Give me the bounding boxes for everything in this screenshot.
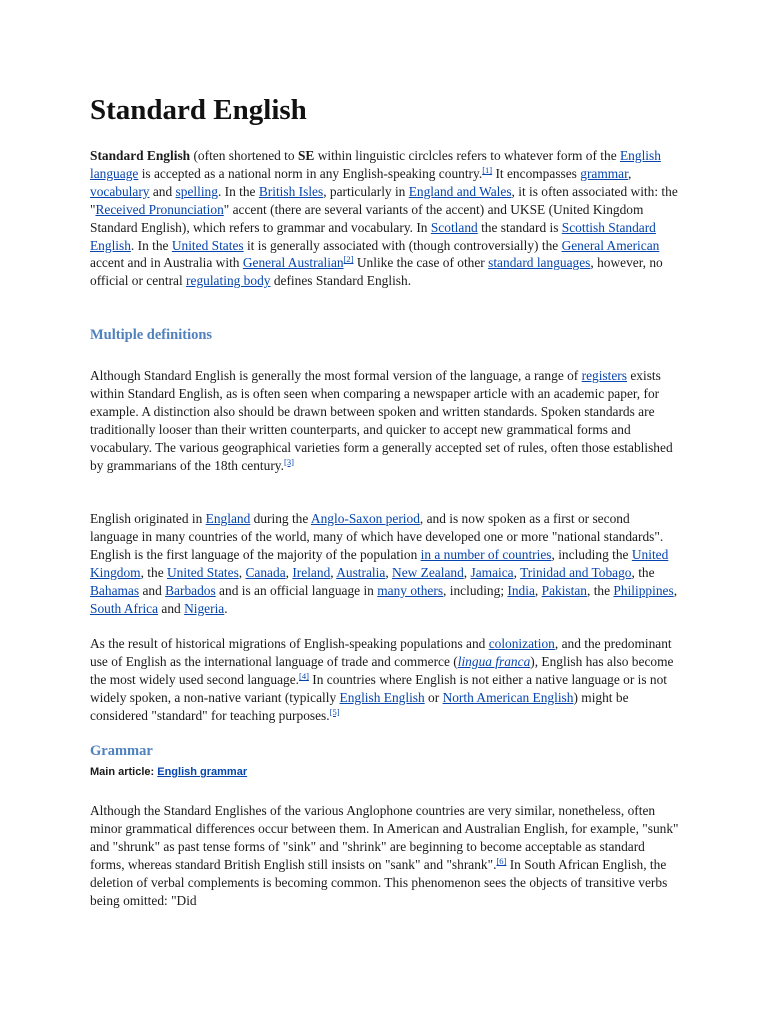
link-grammar[interactable]: grammar	[580, 165, 629, 181]
link-british-isles[interactable]: British Isles	[258, 183, 324, 199]
link-north-american-english[interactable]: North American English	[442, 689, 574, 705]
heading-grammar: Grammar	[90, 743, 153, 759]
term-standard-english: Standard English	[90, 148, 191, 163]
link-in-a-number-of-countries[interactable]: in a number of countries	[420, 546, 552, 562]
link-south-africa[interactable]: South Africa	[90, 600, 159, 616]
ref-6[interactable]: [6]	[496, 855, 507, 866]
ref-4[interactable]: [4]	[299, 670, 309, 681]
link-united-states[interactable]: United States	[171, 237, 244, 253]
link-australia[interactable]: Australia	[336, 564, 386, 580]
link-many-others[interactable]: many others	[377, 582, 444, 598]
link-general-american[interactable]: General American	[561, 237, 660, 253]
page-title: Standard English	[90, 94, 307, 126]
migration-paragraph: As the result of historical migrations of English-speaking populations and colonization, and the predominant use of English as the international language of trade and commerce (lingua franca), English has also become the most widely used second language.[4] In countries where English is not either a native language or is not widely spoken, a non-native variant (typically English English or North American English) might be considered "standard" for teaching purposes.[5]	[90, 636, 674, 723]
link-barbados[interactable]: Barbados	[165, 582, 216, 598]
definitions-paragraph: Although Standard English is generally the most formal version of the language, a range of registers exists within Standard English, as is often seen when comparing a newspaper article with an academic paper, for example. A distinction also should be drawn between spoken and written standards. Spoken standards are traditionally looser than their written counterparts, and quicker to accept new grammatical forms and vocabulary. The various geographical varieties form a generally accepted set of rules, often those established by grammarians of the 18th century.[3]	[90, 368, 673, 473]
link-anglo-saxon-period[interactable]: Anglo-Saxon period	[310, 511, 420, 526]
link-registers[interactable]: registers	[581, 368, 627, 383]
link-english-grammar[interactable]: English grammar	[157, 766, 248, 778]
intro-paragraph: Standard English (often shortened to SE within linguistic circlcles refers to whatever form of the English language is accepted as a national norm in any English-speaking country.[1] It encompasses grammar, vocabulary and spelling. In the British Isles, particularly in England and Wales, it is often associated with: the "Received Pronunciation" accent (there are several variants of the accent) and UKSE (United Kingdom Standard English), which refers to grammar and vocabulary. In Scotland the standard is Scottish Standard English. In the United States it is generally associated with (though controversially) the General American accent and in Australia with General Australian[2] Unlike the case of other standard languages, however, no official or central regulating body defines Standard English.	[90, 148, 678, 289]
link-ireland[interactable]: Ireland	[292, 564, 331, 580]
link-canada[interactable]: Canada	[245, 564, 286, 580]
link-english-language[interactable]: English language	[90, 148, 661, 181]
link-vocabulary[interactable]: vocabulary	[90, 183, 150, 199]
link-england-and-wales[interactable]: England and Wales	[408, 183, 512, 199]
link-nigeria[interactable]: Nigeria	[184, 600, 225, 616]
link-new-zealand[interactable]: New Zealand	[392, 564, 464, 580]
link-scottish-standard-english[interactable]: Scottish Standard English	[90, 219, 656, 253]
main-article-note: Main article: English grammar	[90, 766, 248, 778]
link-england[interactable]: England	[205, 511, 251, 526]
term-se: SE	[297, 148, 315, 163]
grammar-paragraph: Although the Standard Englishes of the various Anglophone countries are very similar, nonetheless, often minor grammatical differences occur between them. In American and Australian English, for example, "sunk" and "shrunk" as past tense forms of "sink" and "shrink" are beginning to become acceptable as standard forms, whereas standard British English still insists on "sank" and "shrank".[6] In South African English, the deletion of verbal complements is becoming common. This phenomenon sees the objects of transitive verbs being omitted: "Did	[90, 803, 679, 908]
link-philippines[interactable]: Philippines	[613, 582, 674, 598]
link-jamaica[interactable]: Jamaica	[470, 564, 514, 580]
link-united-states-2[interactable]: United States	[167, 564, 239, 580]
link-standard-languages[interactable]: standard languages	[488, 255, 591, 271]
link-lingua-franca[interactable]: lingua franca	[457, 653, 531, 669]
ref-5[interactable]: [5]	[329, 706, 340, 717]
link-bahamas[interactable]: Bahamas	[90, 582, 140, 598]
ref-2[interactable]: [2]	[343, 254, 354, 265]
link-pakistan[interactable]: Pakistan	[541, 582, 588, 598]
link-english-english[interactable]: English English	[339, 689, 425, 705]
link-scotland[interactable]: Scotland	[430, 219, 478, 235]
link-colonization[interactable]: colonization	[488, 636, 555, 651]
link-received-pronunciation[interactable]: Received Pronunciation	[95, 201, 224, 217]
origins-paragraph: English originated in England during the Anglo-Saxon period, and is now spoken as a first or second language in many countries of the world, many of which have developed one or more "national standards". English is the first language of the majority of the population in a number of countries, including the United Kingdom, the United States, Canada, Ireland, Australia, New Zealand, Jamaica, Trinidad and Tobago, the Bahamas and Barbados and is an official language in many others, including; India, Pakistan, the Philippines, South Africa and Nigeria.	[90, 511, 678, 616]
heading-multiple-definitions: Multiple definitions	[90, 327, 213, 343]
link-united-kingdom[interactable]: United Kingdom	[90, 546, 669, 580]
link-regulating-body[interactable]: regulating body	[186, 273, 271, 289]
link-india[interactable]: India	[507, 582, 535, 598]
ref-1[interactable]: [1]	[482, 164, 493, 175]
ref-3[interactable]: [3]	[283, 456, 294, 467]
link-spelling[interactable]: spelling	[175, 183, 218, 199]
link-trinidad-and-tobago[interactable]: Trinidad and Tobago	[520, 564, 632, 580]
link-general-australian[interactable]: General Australian	[242, 255, 344, 271]
